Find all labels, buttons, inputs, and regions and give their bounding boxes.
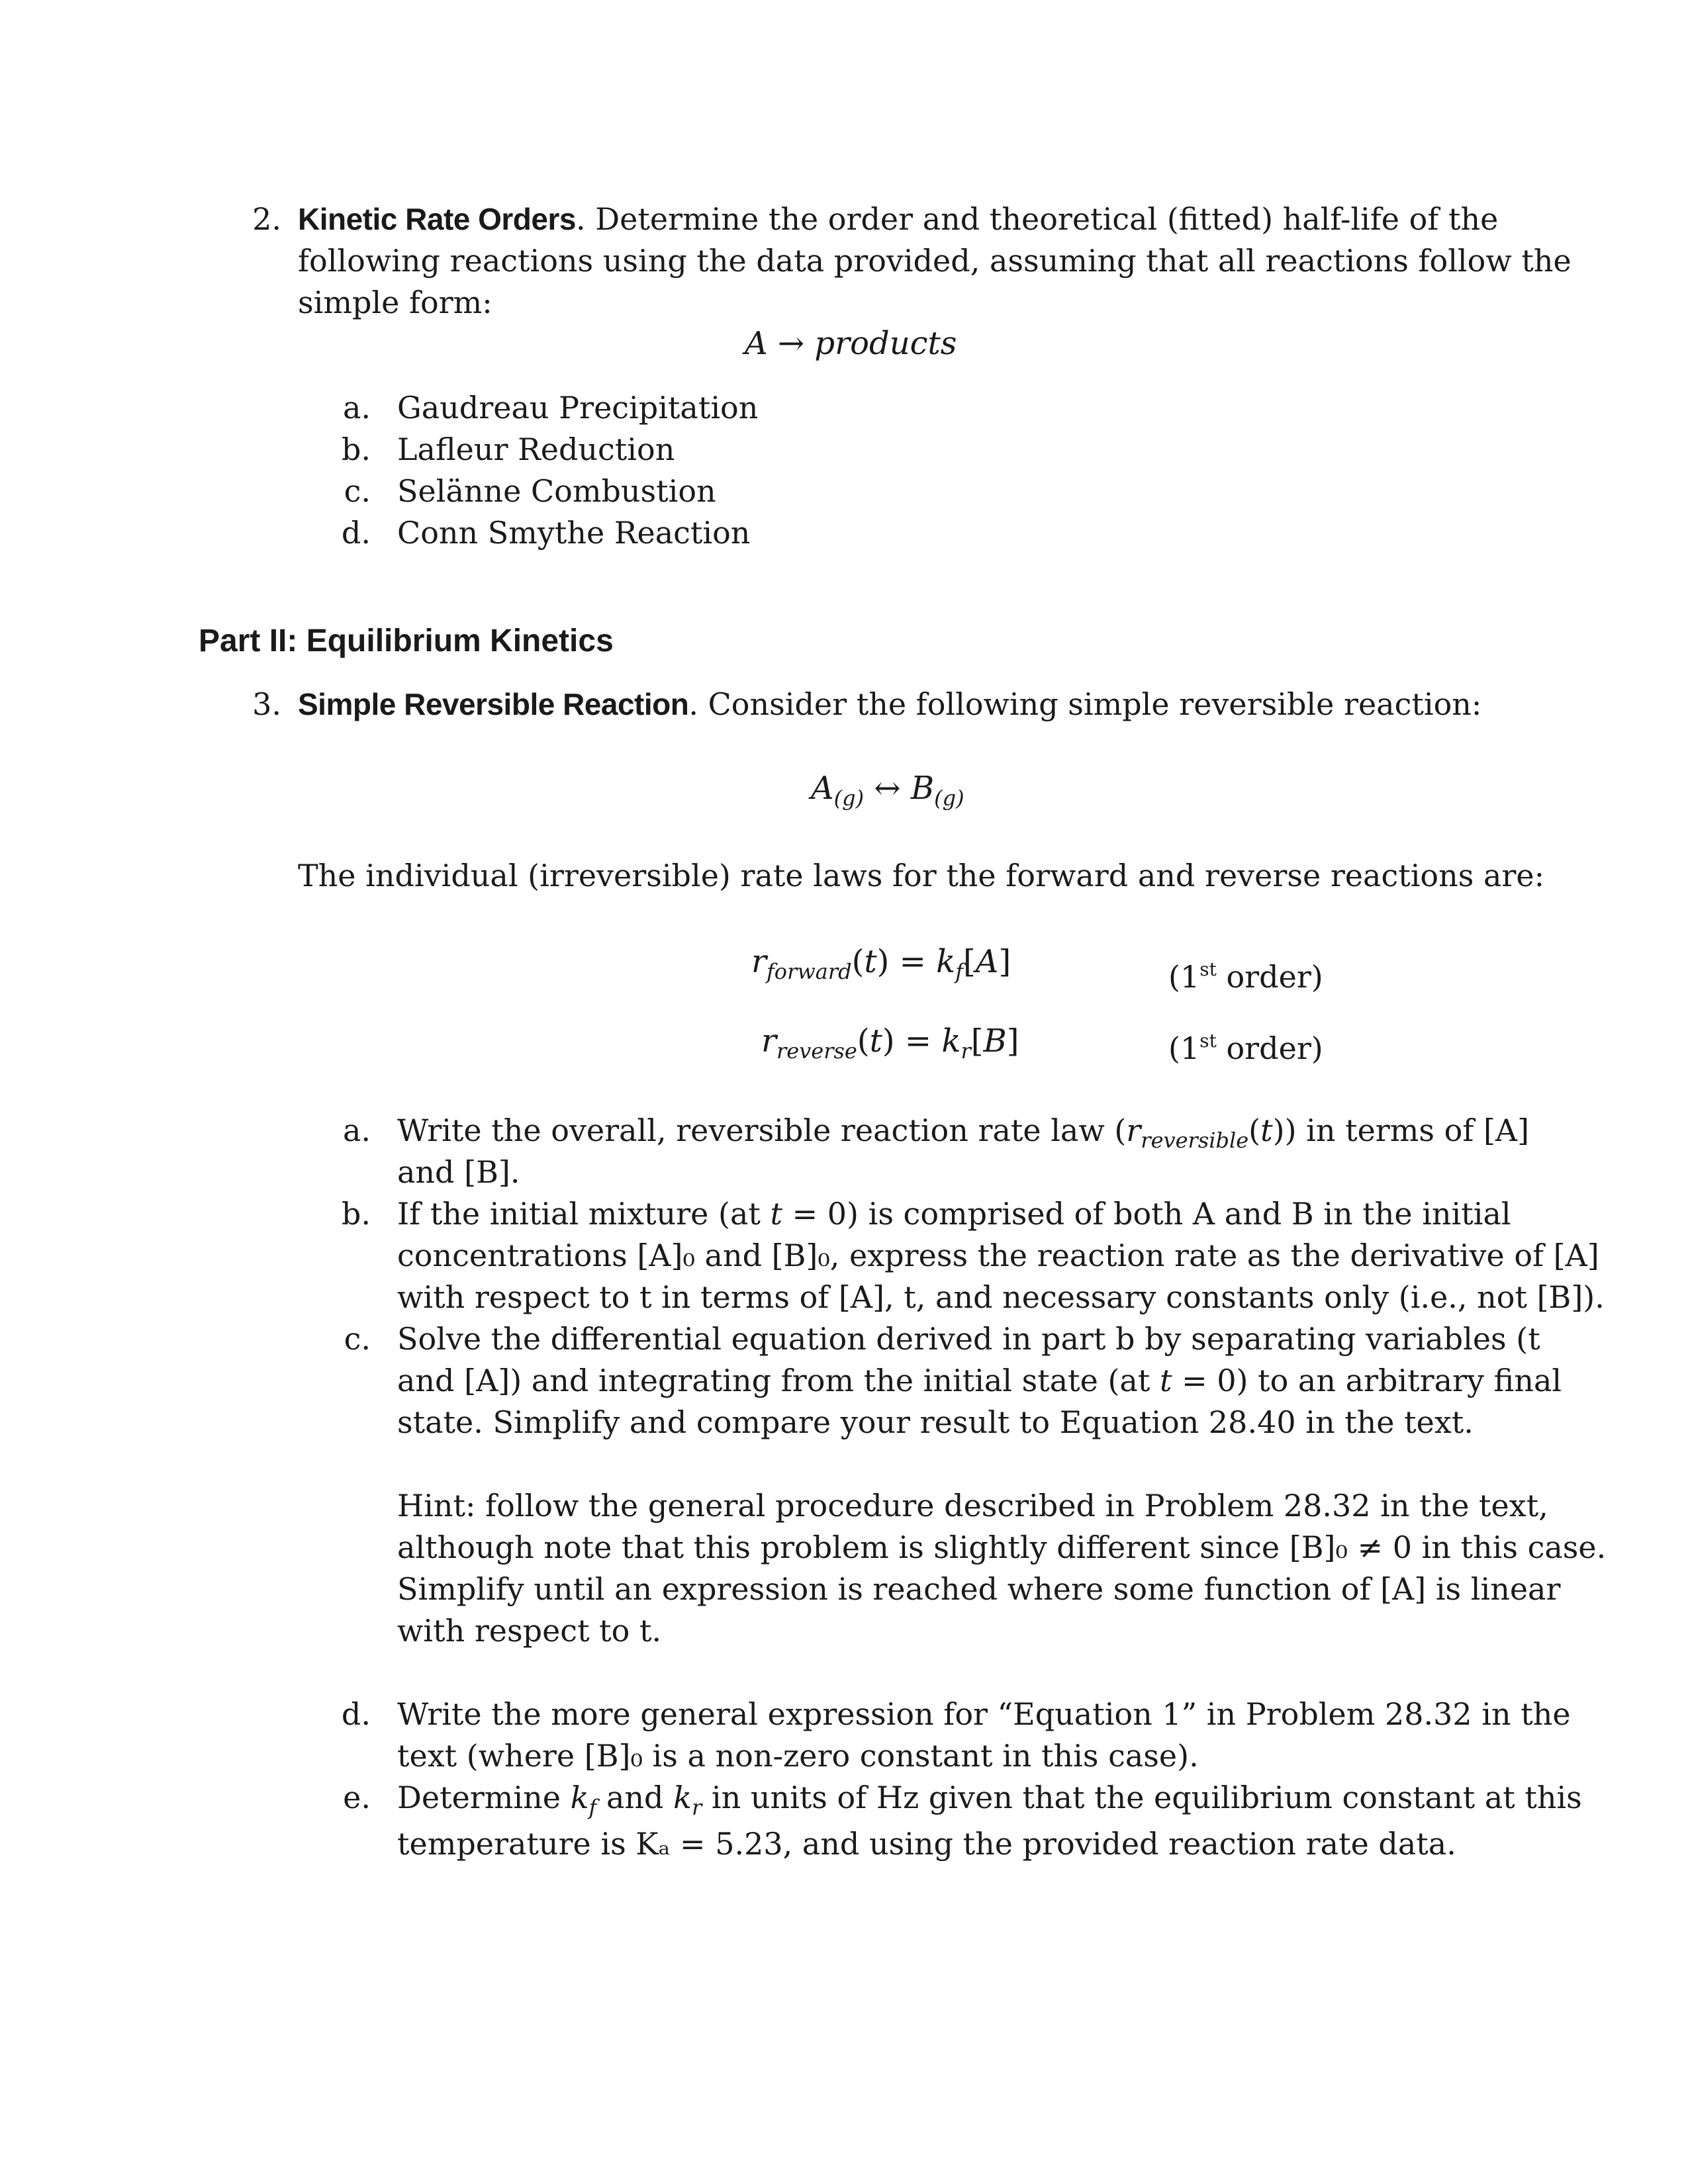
q3-item-e-text-post: in units of Hz given that the equilibrium constant at this — [702, 1780, 1582, 1815]
q3-reaction-equation: $A_{(g)}$ ↔ $B_{(g)}$ — [811, 770, 964, 811]
q2-equation: A → products — [745, 325, 957, 362]
q3-item-a-text-post: ) in terms of [A] — [1284, 1113, 1530, 1148]
q3-item-e-text-pre: Determine — [397, 1780, 571, 1815]
q3-item-b-text-post: ) is comprised of both A and B in the initial — [847, 1196, 1511, 1232]
kr-symbol: $k_r$ — [673, 1780, 702, 1820]
reverse-rate-law-equation: $r_{reverse}(t) = k_r[B]$ — [761, 1023, 1019, 1064]
kf-symbol: $k_f$ — [570, 1780, 597, 1820]
hint-line-4: with respect to t. — [397, 1613, 662, 1649]
q3-item-e-text-mid: and — [596, 1780, 674, 1815]
q2-intro-line-2: following reactions using the data provided, assuming that all reactions follow the — [298, 243, 1571, 279]
q3-item-d-line-2: text (where [B]₀ is a non-zero constant in this case). — [397, 1738, 1199, 1774]
q3-item-c-line-2 — [397, 1360, 1562, 1401]
q2-item-a-label: a. — [342, 390, 371, 426]
r-reversible-symbol: $r_{reversible}(t)$ — [1126, 1113, 1285, 1153]
q2-item-a: Gaudreau Precipitation — [397, 390, 759, 426]
q3-item-b-line-3: with respect to t in terms of [A], t, and necessary constants only (i.e., not [B]). — [397, 1279, 1605, 1315]
q3-item-b-line-1 — [397, 1193, 1511, 1234]
q3-rate-laws-intro: The individual (irreversible) rate laws for the forward and reverse reactions are: — [298, 858, 1545, 893]
q3-item-b-text-pre: If the initial mixture (at — [397, 1196, 771, 1232]
hint-line-1: Hint: follow the general procedure described in Problem 28.32 in the text, — [397, 1488, 1548, 1524]
q2-item-c-label: c. — [344, 473, 371, 509]
q2-item-d-label: d. — [341, 515, 371, 551]
q3-item-e-line-2: temperature is Kₐ = 5.23, and using the provided reaction rate data. — [397, 1826, 1456, 1862]
q3-item-d-line-1: Write the more general expression for “Equation 1” in Problem 28.32 in the — [397, 1696, 1571, 1732]
reverse-order-note: (1st order) — [1168, 1030, 1323, 1066]
q2-title: Kinetic Rate Orders — [298, 202, 576, 236]
q3-item-c-label: c. — [344, 1321, 371, 1357]
q2-item-d: Conn Smythe Reaction — [397, 515, 751, 551]
q3-title: Simple Reversible Reaction — [298, 687, 689, 721]
q3-item-a-text-pre: Write the overall, reversible reaction rate law ( — [397, 1113, 1127, 1148]
q3-item-a-line-1 — [397, 1110, 1529, 1161]
q3-item-a-line-2: and [B]. — [397, 1154, 520, 1190]
part-ii-heading: Part II: Equilibrium Kinetics — [199, 623, 614, 659]
t-equals-zero: t = 0 — [770, 1196, 847, 1232]
q3-item-c-line-1: Solve the differential equation derived in part b by separating variables (t — [397, 1321, 1540, 1357]
t-equals-zero-c: t = 0 — [1159, 1363, 1237, 1398]
q2-intro-text-1: . Determine the order and theoretical (fitted) half-life of the — [575, 201, 1499, 237]
q3-item-e-line-1 — [397, 1777, 1582, 1828]
q3-item-b-line-2: concentrations [A]₀ and [B]₀, express the reaction rate as the derivative of [A] — [397, 1238, 1599, 1273]
hint-line-3: Simplify until an expression is reached where some function of [A] is linear — [397, 1571, 1561, 1607]
q3-intro-text: . Consider the following simple reversible reaction: — [688, 686, 1482, 722]
q2-item-b-label: b. — [341, 432, 371, 467]
q3-number: 3. — [252, 686, 281, 722]
reverse-order-word: order) — [1226, 1030, 1323, 1066]
q2-intro-line-1 — [298, 199, 1498, 240]
reverse-order-superscript: st — [1199, 1030, 1217, 1052]
forward-order-superscript: st — [1199, 958, 1217, 980]
q3-item-b-label: b. — [341, 1196, 371, 1232]
q3-item-d-label: d. — [341, 1696, 371, 1732]
hint-line-2: although note that this problem is slightly different since [B]₀ ≠ 0 in this case. — [397, 1529, 1607, 1565]
q2-number: 2. — [252, 201, 281, 237]
q3-item-a-label: a. — [342, 1113, 371, 1148]
forward-rate-law-equation: $r_{forward}(t) = k_f[A]$ — [751, 943, 1011, 984]
q3-intro-line — [298, 684, 1481, 725]
forward-order-word: order) — [1226, 959, 1323, 995]
q3-item-e-label: e. — [343, 1780, 371, 1815]
q2-item-b: Lafleur Reduction — [397, 432, 675, 467]
q2-item-c: Selänne Combustion — [397, 473, 716, 509]
q3-item-c-text-post: ) to an arbitrary final — [1236, 1363, 1562, 1398]
forward-order-note: (1st order) — [1168, 958, 1323, 995]
q3-item-c-text-pre: and [A]) and integrating from the initial state (at — [397, 1363, 1160, 1398]
q3-item-c-line-3: state. Simplify and compare your result to Equation 28.40 in the text. — [397, 1404, 1474, 1440]
q2-intro-line-3: simple form: — [298, 285, 492, 320]
